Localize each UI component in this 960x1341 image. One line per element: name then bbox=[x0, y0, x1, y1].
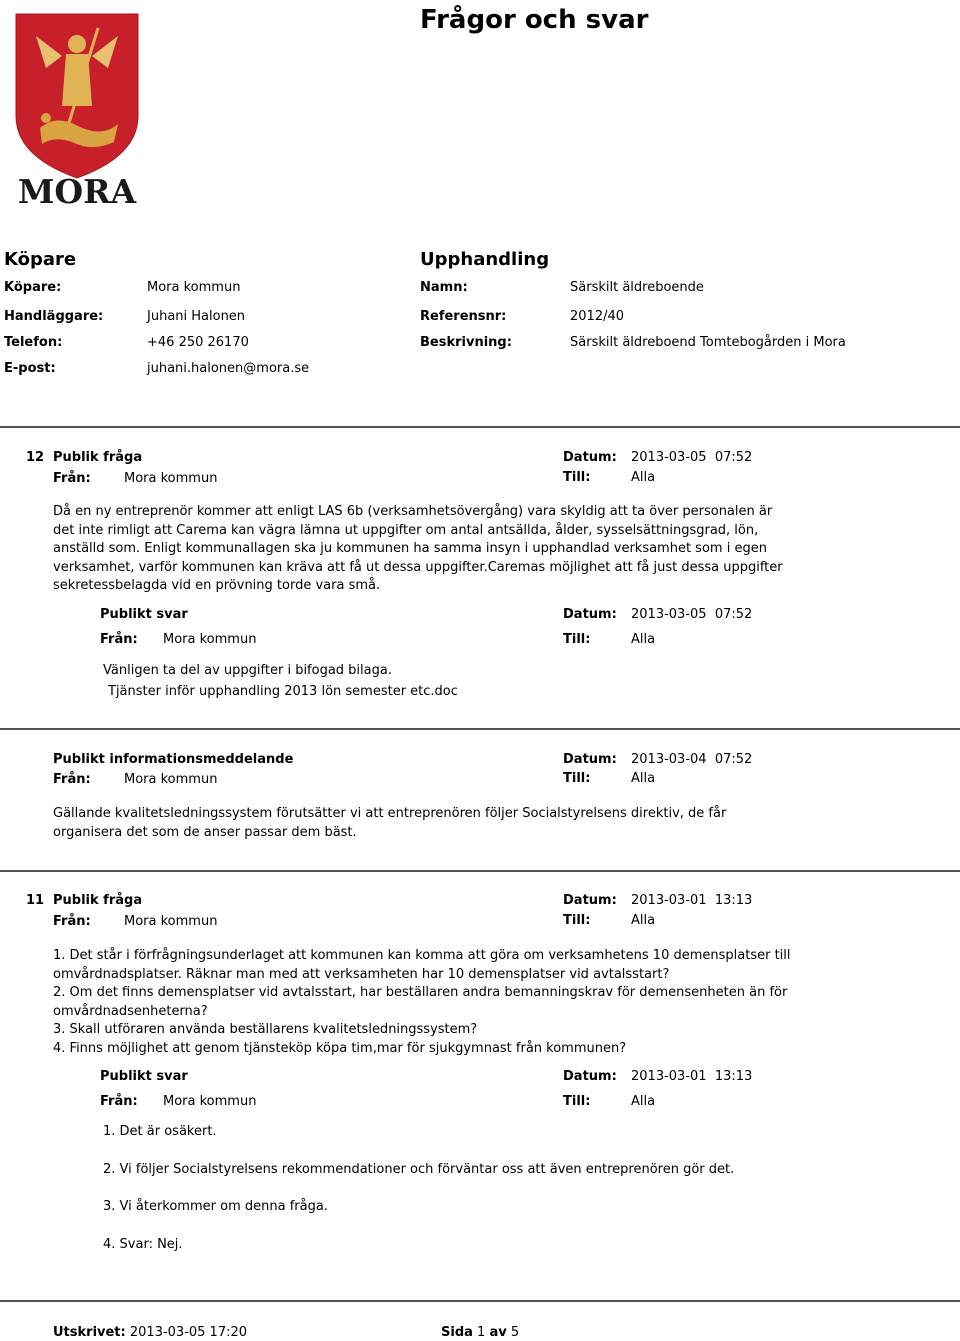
question-body-line: sekretessbelagda vid en prövning torde vara små. bbox=[53, 578, 381, 593]
info-from: Mora kommun bbox=[124, 772, 218, 787]
question-title: Publik fråga bbox=[53, 893, 143, 908]
page-title: Frågor och svar bbox=[420, 5, 649, 35]
email-label: E-post: bbox=[4, 361, 56, 376]
info-body bbox=[53, 805, 726, 842]
question-body bbox=[53, 947, 791, 1058]
info-date: 2013-03-04 07:52 bbox=[631, 752, 753, 767]
description-label: Beskrivning: bbox=[420, 335, 512, 350]
email-value[interactable]: juhani.halonen@mora.se bbox=[147, 361, 310, 376]
buyer-heading: Köpare bbox=[4, 249, 77, 270]
from-label: Från: bbox=[53, 772, 91, 787]
question-body bbox=[53, 503, 783, 596]
question-body-line: 2. Om det finns demensplatser vid avtalsstart, har beställaren andra bemanningskrav för demensenheten än för bbox=[53, 985, 788, 1000]
answer-title: Publikt svar bbox=[100, 1069, 188, 1084]
printed-label: Utskrivet: bbox=[53, 1325, 126, 1340]
answer-body: Vänligen ta del av uppgifter i bifogad bilaga. bbox=[103, 663, 392, 678]
mora-coat-of-arms-logo bbox=[6, 6, 148, 216]
question-body-line: verksamhet, varför kommunen kan kräva att få ut dessa uppgifter.Caremas möjlighet att få just dessa uppgifter bbox=[53, 559, 783, 575]
logo-wordmark: MORA bbox=[17, 172, 137, 211]
phone-value: +46 250 26170 bbox=[147, 335, 249, 350]
question-body-line: 1. Det står i förfrågningsunderlaget att kommunen kan komma att göra om verksamhetens 10 demensplatser till bbox=[53, 948, 791, 963]
question-date: 2013-03-01 13:13 bbox=[631, 893, 753, 908]
handler-label: Handläggare: bbox=[4, 309, 104, 324]
question-number: 11 bbox=[26, 893, 45, 908]
name-value: Särskilt äldreboende bbox=[570, 280, 704, 295]
printed-timestamp bbox=[53, 1325, 247, 1340]
question-to: Alla bbox=[631, 913, 656, 928]
answer-to: Alla bbox=[631, 632, 656, 647]
answer-from: Mora kommun bbox=[163, 632, 257, 647]
from-label: Från: bbox=[53, 914, 91, 929]
to-label: Till: bbox=[563, 913, 591, 928]
question-body-line: 4. Finns möjlighet att genom tjänsteköp köpa tim,mar för sjukgymnast från kommunen? bbox=[53, 1040, 627, 1056]
answer-line: 1. Det är osäkert. bbox=[103, 1124, 217, 1139]
to-label: Till: bbox=[563, 632, 591, 647]
answer-line: 2. Vi följer Socialstyrelsens rekommendationer och förväntar oss att även entreprenören gör det. bbox=[103, 1162, 735, 1177]
question-from: Mora kommun bbox=[124, 914, 218, 929]
page-indicator bbox=[441, 1325, 519, 1340]
from-label: Från: bbox=[100, 632, 138, 647]
to-label: Till: bbox=[563, 771, 591, 786]
question-body-line: omvårdnadsplatser. Räknar man med att verksamheten har 10 demensplatser vid avtalsstart? bbox=[53, 966, 670, 982]
page-number: 1 bbox=[477, 1325, 486, 1340]
divider bbox=[0, 426, 960, 428]
to-label: Till: bbox=[563, 470, 591, 485]
buyer-value: Mora kommun bbox=[147, 280, 241, 295]
question-date: 2013-03-05 07:52 bbox=[631, 450, 753, 465]
answer-to: Alla bbox=[631, 1094, 656, 1109]
description-value: Särskilt äldreboend Tomtebogården i Mora bbox=[570, 335, 846, 350]
divider bbox=[0, 728, 960, 730]
answer-date: 2013-03-01 13:13 bbox=[631, 1069, 753, 1084]
answer-title: Publikt svar bbox=[100, 607, 188, 622]
question-body-line: 3. Skall utföraren använda beställarens kvalitetsledningssystem? bbox=[53, 1022, 478, 1037]
handler-value: Juhani Halonen bbox=[147, 309, 246, 324]
page-label: Sida bbox=[441, 1325, 473, 1340]
to-label: Till: bbox=[563, 1094, 591, 1109]
page-of-label: av bbox=[489, 1325, 507, 1340]
phone-label: Telefon: bbox=[4, 335, 63, 350]
procurement-heading: Upphandling bbox=[420, 249, 550, 270]
date-label: Datum: bbox=[563, 607, 617, 622]
date-label: Datum: bbox=[563, 893, 617, 908]
divider bbox=[0, 870, 960, 872]
date-label: Datum: bbox=[563, 1069, 617, 1084]
printed-value: 2013-03-05 17:20 bbox=[129, 1325, 248, 1340]
answer-line: 4. Svar: Nej. bbox=[103, 1237, 183, 1252]
answer-line: 3. Vi återkommer om denna fråga. bbox=[103, 1199, 328, 1214]
question-number: 12 bbox=[26, 450, 45, 465]
date-label: Datum: bbox=[563, 450, 617, 465]
question-body-line: det inte rimligt att Carema kan vägra lämna ut uppgifter om antal antsällda, ålder, sysselsättningsgrad, lön, bbox=[53, 522, 759, 538]
question-to: Alla bbox=[631, 470, 656, 485]
info-to: Alla bbox=[631, 771, 656, 786]
question-body-line: anställd som. Enligt kommunallagen ska ju kommunen ha samma insyn i upphandlad verksamhet som i egen bbox=[53, 541, 767, 556]
attachment-link[interactable]: Tjänster inför upphandling 2013 lön semester etc.doc bbox=[108, 684, 458, 699]
info-body-line: organisera det som de anser passar dem bäst. bbox=[53, 824, 357, 840]
from-label: Från: bbox=[53, 471, 91, 486]
reference-value: 2012/40 bbox=[570, 309, 625, 324]
answer-from: Mora kommun bbox=[163, 1094, 257, 1109]
question-title: Publik fråga bbox=[53, 450, 143, 465]
buyer-label: Köpare: bbox=[4, 280, 62, 295]
question-body-line: Då en ny entreprenör kommer att enligt LAS 6b (verksamhetsövergång) vara skyldig att ta över personalen är bbox=[53, 504, 773, 519]
answer-date: 2013-03-05 07:52 bbox=[631, 607, 753, 622]
question-body-line: omvårdnadsenheterna? bbox=[53, 1003, 208, 1019]
question-from: Mora kommun bbox=[124, 471, 218, 486]
divider bbox=[0, 1300, 960, 1302]
page-total: 5 bbox=[510, 1325, 520, 1340]
reference-label: Referensnr: bbox=[420, 309, 507, 324]
name-label: Namn: bbox=[420, 280, 468, 295]
info-title: Publikt informationsmeddelande bbox=[53, 752, 294, 767]
from-label: Från: bbox=[100, 1094, 138, 1109]
date-label: Datum: bbox=[563, 752, 617, 767]
info-body-line: Gällande kvalitetsledningssystem förutsätter vi att entreprenören följer Socialstyrelsens direktiv, de får bbox=[53, 806, 727, 821]
